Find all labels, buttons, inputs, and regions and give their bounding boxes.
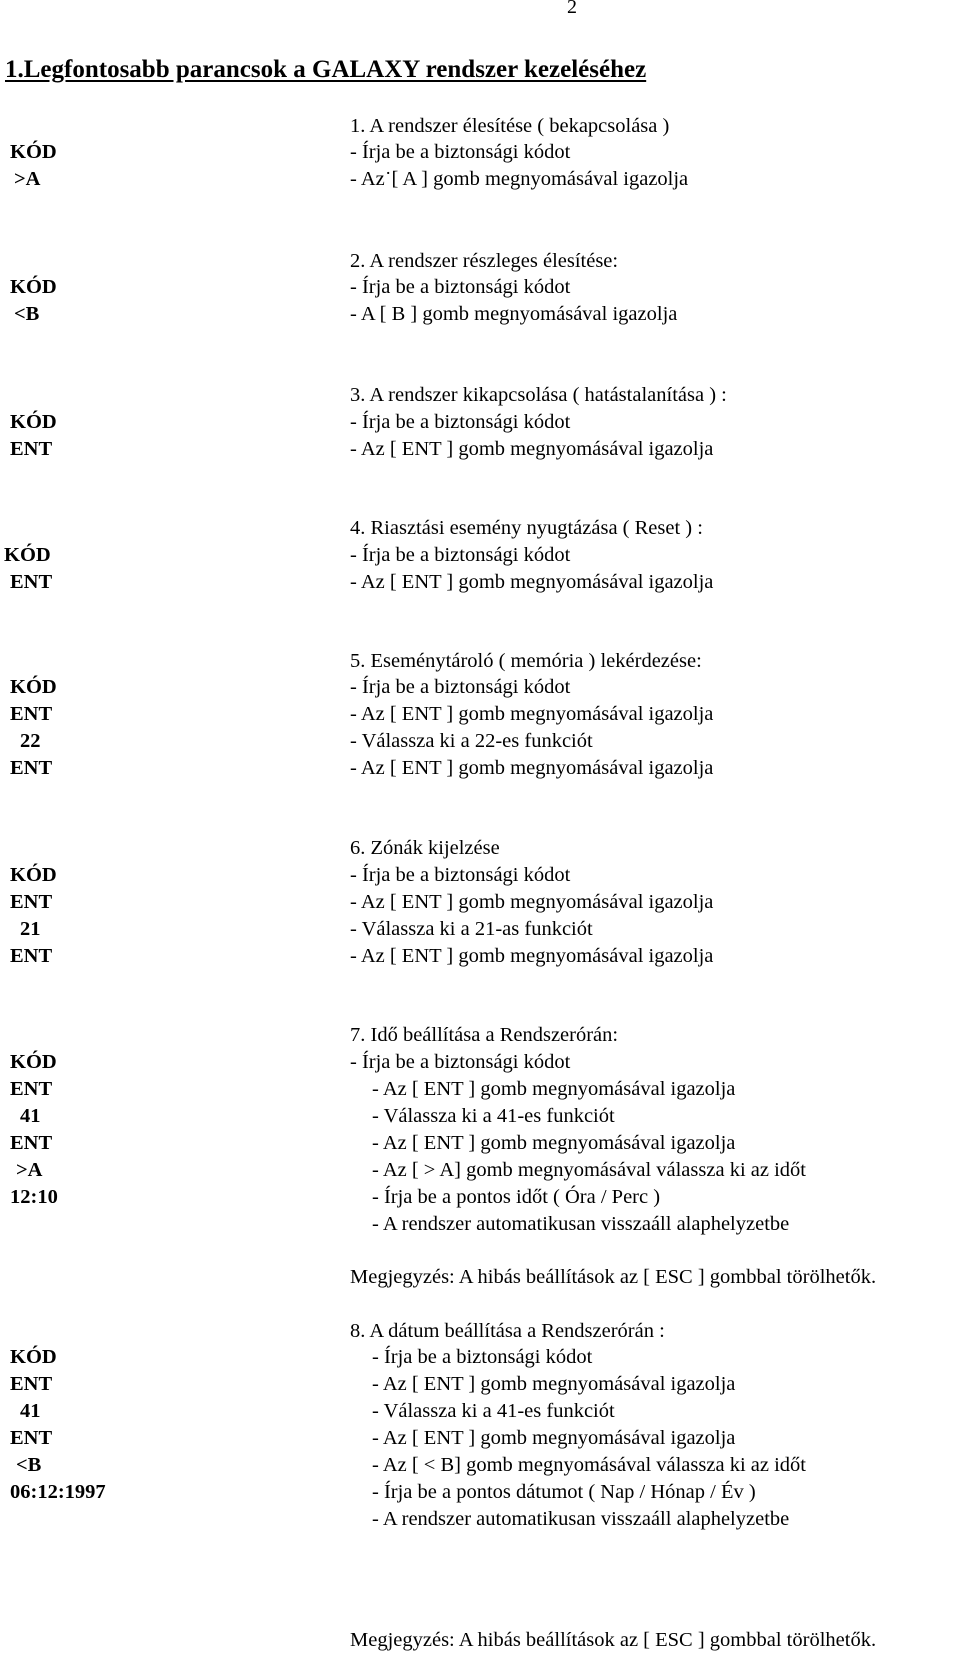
section-heading: 5. Eseménytároló ( memória ) lekérdezése: <box>350 650 702 672</box>
note-text: Megjegyzés: A hibás beállítások az [ ESC ] gombbal törölhetők. <box>350 1266 877 1288</box>
key-label: 41 <box>20 1105 41 1127</box>
step-text: - Válassza ki a 21-as funkciót <box>350 918 593 940</box>
key-label: ENT <box>10 1078 53 1100</box>
step-text: - Válassza ki a 41-es funkciót <box>372 1400 615 1422</box>
key-label: ENT <box>10 571 53 593</box>
step-text: - Az [ ENT ] gomb megnyomásával igazolja <box>350 571 714 593</box>
step-text: - Írja be a biztonsági kódot <box>350 544 571 566</box>
step-text: - Az [ ENT ] gomb megnyomásával igazolja <box>372 1132 736 1154</box>
step-text: - Az [ ENT ] gomb megnyomásával igazolja <box>350 945 714 967</box>
step-text: - A rendszer automatikusan visszaáll alaphelyzetbe <box>372 1213 790 1235</box>
key-label: 41 <box>20 1400 41 1422</box>
key-label: >A <box>16 1159 43 1181</box>
section-heading: 8. A dátum beállítása a Rendszerórán : <box>350 1320 665 1342</box>
section-heading: 6. Zónák kijelzése <box>350 837 500 859</box>
key-label: ENT <box>10 438 53 460</box>
step-text: - Az [ ENT ] gomb megnyomásával igazolja <box>350 438 714 460</box>
step-text: - A rendszer automatikusan visszaáll alaphelyzetbe <box>372 1508 790 1530</box>
key-label: 22 <box>20 730 41 752</box>
key-label: KÓD <box>10 1051 57 1073</box>
key-label: ENT <box>10 1427 53 1449</box>
key-label: KÓD <box>10 676 57 698</box>
step-text: - A [ B ] gomb megnyomásával igazolja <box>350 303 678 325</box>
step-text: - Írja be a biztonsági kódot <box>350 276 571 298</box>
key-label: KÓD <box>10 141 57 163</box>
step-text: - Írja be a pontos dátumot ( Nap / Hónap / Év ) <box>372 1481 756 1503</box>
key-label: KÓD <box>10 276 57 298</box>
key-label: KÓD <box>10 411 57 433</box>
key-label: ENT <box>10 1373 53 1395</box>
page-title: 1.Legfontosabb parancsok a GALAXY rendszer kezeléséhez <box>5 56 647 83</box>
note-text: Megjegyzés: A hibás beállítások az [ ESC ] gombbal törölhetők. <box>350 1629 877 1651</box>
key-label: ENT <box>10 757 53 779</box>
key-label: <B <box>14 303 40 325</box>
step-text: - Írja be a biztonsági kódot <box>350 411 571 433</box>
step-text: - Az˙[ A ] gomb megnyomásával igazolja <box>350 168 689 190</box>
key-label: ENT <box>10 1132 53 1154</box>
section-heading: 2. A rendszer részleges élesítése: <box>350 250 619 272</box>
step-text: - Az [ ENT ] gomb megnyomásával igazolja <box>350 703 714 725</box>
step-text: - Írja be a biztonsági kódot <box>350 864 571 886</box>
step-text: - Az [ ENT ] gomb megnyomásával igazolja <box>350 891 714 913</box>
step-text: - Írja be a biztonsági kódot <box>350 1051 571 1073</box>
step-text: - Válassza ki a 22-es funkciót <box>350 730 593 752</box>
step-text: - Az [ ENT ] gomb megnyomásával igazolja <box>350 757 714 779</box>
step-text: - Írja be a pontos időt ( Óra / Perc ) <box>372 1186 661 1208</box>
key-label: KÓD <box>10 1346 57 1368</box>
key-label: ENT <box>10 945 53 967</box>
section-heading: 1. A rendszer élesítése ( bekapcsolása ) <box>350 115 670 137</box>
step-text: - Az [ ENT ] gomb megnyomásával igazolja <box>372 1078 736 1100</box>
key-label: KÓD <box>10 864 57 886</box>
key-label: ENT <box>10 891 53 913</box>
step-text: - Írja be a biztonsági kódot <box>350 676 571 698</box>
page-number: 2 <box>567 0 577 18</box>
key-label: >A <box>14 168 41 190</box>
key-label: ENT <box>10 703 53 725</box>
key-label: 21 <box>20 918 41 940</box>
section-heading: 3. A rendszer kikapcsolása ( hatástalanítása ) : <box>350 384 727 406</box>
step-text: - Az [ > A] gomb megnyomásával válassza ki az időt <box>372 1159 806 1181</box>
key-label: 12:10 <box>10 1186 58 1208</box>
step-text: - Válassza ki a 41-es funkciót <box>372 1105 615 1127</box>
step-text: - Az [ ENT ] gomb megnyomásával igazolja <box>372 1373 736 1395</box>
step-text: - Az [ ENT ] gomb megnyomásával igazolja <box>372 1427 736 1449</box>
section-heading: 7. Idő beállítása a Rendszerórán: <box>350 1024 619 1046</box>
key-label: KÓD <box>4 544 51 566</box>
step-text: - Írja be a biztonsági kódot <box>350 141 571 163</box>
key-label: <B <box>16 1454 42 1476</box>
section-heading: 4. Riasztási esemény nyugtázása ( Reset ) : <box>350 517 703 539</box>
step-text: - Írja be a biztonsági kódot <box>372 1346 593 1368</box>
step-text: - Az [ < B] gomb megnyomásával válassza ki az időt <box>372 1454 806 1476</box>
key-label: 06:12:1997 <box>10 1481 106 1503</box>
